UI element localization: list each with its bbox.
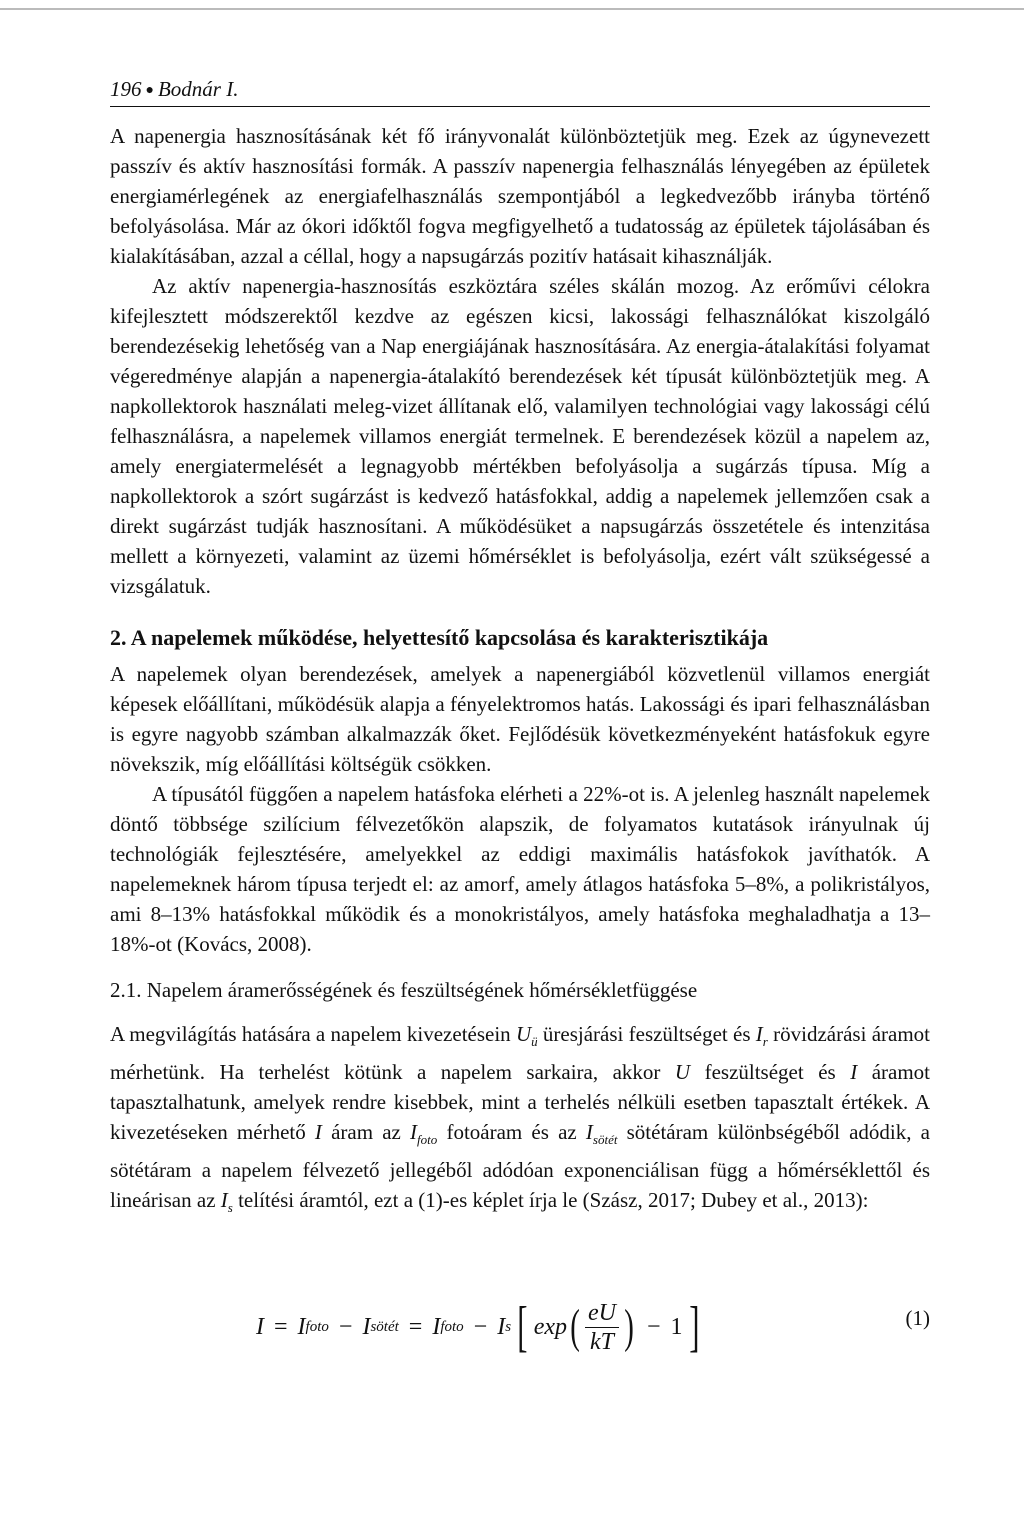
text-run: rövidzárási áramot mérhetünk. Ha terhelést kötünk a napelem sarkaira, akkor — [110, 1022, 930, 1085]
scan-top-edge — [0, 8, 1024, 10]
eq-lhs: I — [256, 1313, 264, 1340]
symbol-u: U — [674, 1060, 691, 1085]
symbol-subscript: ü — [531, 1034, 538, 1050]
eq-minus: − — [473, 1313, 488, 1340]
symbol-subscript: r — [762, 1034, 768, 1050]
eq-numerator: eU — [585, 1299, 619, 1328]
text-run: sötétáram különbségéből adódik, a sötétáram a napelem félvezető jellegéből adódóan exponenciálisan függ a hőmérséklettől és lineárisan az — [110, 1120, 930, 1213]
equation-number: (1) — [905, 1306, 930, 1330]
eq-right-bracket: ] — [688, 1296, 699, 1358]
eq-left-paren: ( — [570, 1300, 580, 1353]
eq-term: I — [432, 1313, 441, 1340]
paragraph-4: A típusától függően a napelem hatásfoka elérheti a 22%-ot is. A jelenleg használt napelemek döntő többsége szilícium félvezetőkön alapszik, de folyamatos kutatások irányulnak új technológiák fejlesztésére, amelyekkel az eddigi maximális hatásfokok javíthatók. A napelemeknek három típusa terjedt el: az amorf, amely átlagos hatásfoka 5–8%, a polikristályos, ami 8–13% hatásfokkal működik és a monokristályos, amely hatásfoka meghaladhatja a 13–18%-ot (Kovács, 2008). — [110, 782, 930, 956]
text-run: telítési áramtól, ezt a (1)-es képlet írja le (Szász, 2017; Dubey et al., 2013): — [232, 1188, 869, 1213]
text-run: áram az — [321, 1120, 411, 1145]
eq-exp: exp — [533, 1313, 568, 1340]
eq-subscript: s — [505, 1318, 512, 1335]
eq-right-paren: ) — [624, 1300, 634, 1353]
text-run: fotoáram és az — [437, 1120, 586, 1145]
eq-one: 1 — [670, 1313, 683, 1340]
paragraph-2: Az aktív napenergia-hasznosítás eszköztára széles skálán mozog. Az erőművi célokra kifejlesztett módszerektől kezdve az egészen kicsi, lakossági felhasználókat kiszolgáló berendezésekig lehetőség van a Nap energiájának hasznosítására. Az energia-átalakítási folyamat végeredménye alapján a napenergia-átalakító berendezések két típusát különböztetjük meg. A napkollektorok használati meleg-vizet állítanak elő, valamilyen technológiai vagy lakossági célú felhasználásra, a napelemek villamos energiát termelnek. E berendezések közül a napelem az, amely energiatermelését a legnagyobb mértékben befolyásolja a sugárzás típusa. Míg a napkollektorok a szórt sugárzást is kedvező hatásfokkal, addig a napelemek jellemzően csak a direkt sugárzást tudják hasznosítani. A működésüket a napsugárzás összetétele és intenzitása mellett a környezeti, valamint az üzemi hőmérséklet is befolyásolja, ezért vált szükségessé a vizsgálatuk. — [110, 274, 930, 598]
paragraph-3: A napelemek olyan berendezések, amelyek a napenergiából közvetlenül villamos energiát képesek előállítani, működésük alapja a fényelektromos hatás. Lakossági és ipari felhasználásban is egyre nagyobb számban alkalmazzák őket. Fejlődésük következményeként hatásfokuk egyre növekszik, míg előállítási költségük csökken. — [110, 662, 930, 776]
symbol-i: I — [314, 1120, 322, 1145]
eq-denominator: kT — [590, 1328, 614, 1355]
section-heading: 2. A napelemek működése, helyettesítő kapcsolása és karakterisztikája — [110, 625, 769, 650]
header-rule — [110, 106, 930, 107]
eq-equals: = — [408, 1313, 423, 1340]
symbol-subscript: sötét — [592, 1132, 618, 1148]
symbol-i: I — [755, 1022, 763, 1046]
equation-body — [256, 1292, 705, 1362]
symbol-u: U — [515, 1022, 532, 1046]
body-text — [110, 121, 930, 1224]
paragraph-5 — [110, 1019, 930, 1224]
paragraph-1: A napenergia hasznosításának két fő irányvonalát különböztetjük meg. Ezek az úgynevezett passzív és aktív hasznosítási formák. A passzív napenergia felhasználás lényegében az épületek energiamérlegének az energiafelhasználás szempontjából a legkedvezőbb irányba történő befolyásolása. Már az ókori időktől fogva megfigyelhető a tudatosság az épületek tájolásában és kialakításában, azzal a céllal, hogy a napsugárzás pozitív hatásait kihasználják. — [110, 124, 930, 268]
text-run: áramot tapasztalhatunk, amelyek rendre kisebbek, mint a terhelés nélküli esetben tapasztalt értékek. A kivezetéseken mérhető — [110, 1060, 930, 1145]
eq-minus: − — [338, 1313, 353, 1340]
eq-subscript: sötét — [370, 1318, 399, 1335]
eq-fraction — [585, 1299, 619, 1356]
eq-term: I — [297, 1313, 306, 1340]
text-run: üresjárási feszültséget és — [537, 1022, 756, 1046]
eq-minus: − — [646, 1313, 661, 1340]
symbol-subscript: s — [227, 1200, 233, 1216]
symbol-subscript: foto — [417, 1132, 438, 1148]
page-number: 196 — [110, 77, 142, 101]
eq-subscript: foto — [305, 1318, 329, 1335]
text-run: A megvilágítás hatására a napelem kivezetésein — [110, 1022, 516, 1046]
eq-term: I — [497, 1313, 506, 1340]
symbol-i-sotet: I — [585, 1120, 593, 1145]
text-run: feszültséget és — [690, 1060, 851, 1085]
eq-left-bracket: [ — [517, 1296, 528, 1358]
running-header — [110, 76, 238, 104]
symbol-i-s: I — [220, 1188, 228, 1213]
author-name: Bodnár I. — [157, 77, 239, 101]
eq-subscript: foto — [440, 1318, 464, 1335]
eq-equals: = — [274, 1313, 288, 1340]
bullet-separator-icon: ● — [145, 83, 154, 98]
subsection-heading: 2.1. Napelem áramerősségének és feszültségének hőmérsékletfüggése — [110, 978, 698, 1002]
equation-1 — [110, 1280, 930, 1390]
eq-term: I — [362, 1313, 371, 1340]
symbol-i-foto: I — [410, 1120, 418, 1145]
symbol-i: I — [850, 1060, 858, 1085]
